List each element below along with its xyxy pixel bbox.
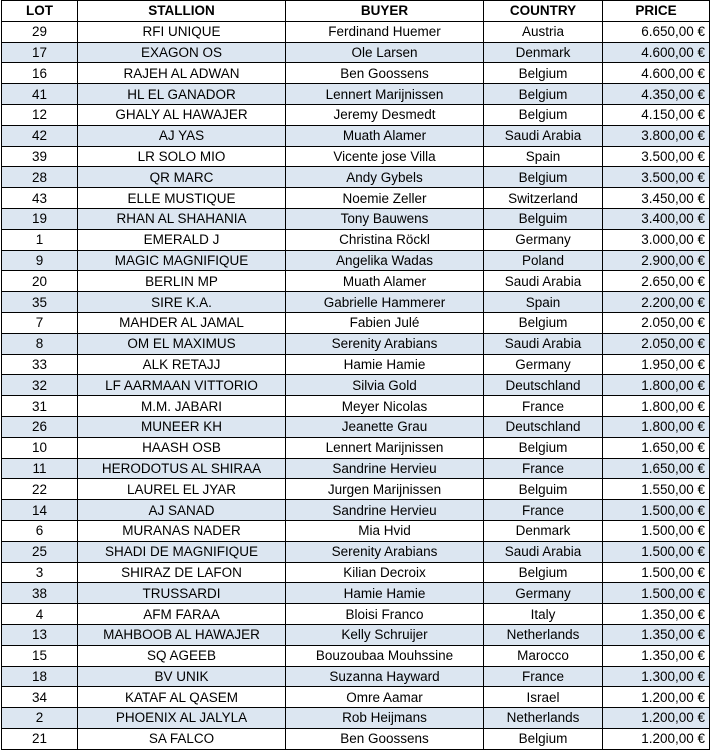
price-cell: 1.200,00 € xyxy=(603,728,710,749)
price-cell: 1.500,00 € xyxy=(603,520,710,541)
country-cell: Spain xyxy=(484,146,603,167)
country-cell: France xyxy=(484,500,603,521)
lot-cell: 20 xyxy=(2,271,78,292)
stallion-cell: QR MARC xyxy=(78,167,286,188)
country-cell: Saudi Arabia xyxy=(484,541,603,562)
price-cell: 1.500,00 € xyxy=(603,500,710,521)
stallion-cell: LF AARMAAN VITTORIO xyxy=(78,375,286,396)
lot-cell: 41 xyxy=(2,84,78,105)
lot-cell: 16 xyxy=(2,63,78,84)
country-cell: Marocco xyxy=(484,645,603,666)
stallion-cell: AFM FARAA xyxy=(78,604,286,625)
price-cell: 4.600,00 € xyxy=(603,42,710,63)
buyer-cell: Suzanna Hayward xyxy=(286,666,484,687)
buyer-cell: Kelly Schruijer xyxy=(286,624,484,645)
table-row xyxy=(2,146,710,167)
lot-cell: 2 xyxy=(2,708,78,729)
table-row xyxy=(2,728,710,749)
table-row xyxy=(2,208,710,229)
lot-cell: 19 xyxy=(2,208,78,229)
country-cell: Germany xyxy=(484,354,603,375)
buyer-cell: Serenity Arabians xyxy=(286,541,484,562)
price-cell: 1.950,00 € xyxy=(603,354,710,375)
lot-cell: 8 xyxy=(2,333,78,354)
country-cell: Poland xyxy=(484,250,603,271)
stallion-cell: AJ SANAD xyxy=(78,500,286,521)
lot-cell: 28 xyxy=(2,167,78,188)
table-row xyxy=(2,562,710,583)
country-cell: Denmark xyxy=(484,42,603,63)
country-cell: Belgium xyxy=(484,728,603,749)
price-cell: 1.800,00 € xyxy=(603,396,710,417)
stallion-cell: TRUSSARDI xyxy=(78,583,286,604)
country-cell: Belgium xyxy=(484,63,603,84)
price-cell: 3.500,00 € xyxy=(603,146,710,167)
price-cell: 1.500,00 € xyxy=(603,583,710,604)
stallion-cell: SA FALCO xyxy=(78,728,286,749)
price-cell: 6.650,00 € xyxy=(603,21,710,42)
country-cell: Netherlands xyxy=(484,708,603,729)
country-cell: Israel xyxy=(484,687,603,708)
price-cell: 4.350,00 € xyxy=(603,84,710,105)
lot-cell: 25 xyxy=(2,541,78,562)
price-cell: 1.350,00 € xyxy=(603,624,710,645)
buyer-cell: Jeremy Desmedt xyxy=(286,104,484,125)
price-cell: 2.900,00 € xyxy=(603,250,710,271)
buyer-cell: Serenity Arabians xyxy=(286,333,484,354)
lot-cell: 18 xyxy=(2,666,78,687)
table-row xyxy=(2,188,710,209)
country-cell: France xyxy=(484,396,603,417)
buyer-cell: Ole Larsen xyxy=(286,42,484,63)
price-cell: 2.650,00 € xyxy=(603,271,710,292)
table-row xyxy=(2,63,710,84)
stallion-cell: MURANAS NADER xyxy=(78,520,286,541)
auction-results-table xyxy=(1,0,710,750)
country-cell: France xyxy=(484,458,603,479)
lot-cell: 11 xyxy=(2,458,78,479)
stallion-cell: SHIRAZ DE LAFON xyxy=(78,562,286,583)
price-cell: 2.050,00 € xyxy=(603,333,710,354)
buyer-cell: Rob Heijmans xyxy=(286,708,484,729)
stallion-cell: SIRE K.A. xyxy=(78,292,286,313)
buyer-cell: Tony Bauwens xyxy=(286,208,484,229)
buyer-cell: Meyer Nicolas xyxy=(286,396,484,417)
country-cell: Germany xyxy=(484,229,603,250)
country-cell: Belgium xyxy=(484,312,603,333)
price-cell: 1.500,00 € xyxy=(603,541,710,562)
price-cell: 2.200,00 € xyxy=(603,292,710,313)
buyer-cell: Ferdinand Huemer xyxy=(286,21,484,42)
buyer-cell: Noemie Zeller xyxy=(286,188,484,209)
lot-cell: 35 xyxy=(2,292,78,313)
buyer-cell: Bloisi Franco xyxy=(286,604,484,625)
stallion-cell: MAGIC MAGNIFIQUE xyxy=(78,250,286,271)
lot-cell: 10 xyxy=(2,437,78,458)
table-row xyxy=(2,21,710,42)
table-row xyxy=(2,229,710,250)
table-row xyxy=(2,104,710,125)
stallion-cell: SQ AGEEB xyxy=(78,645,286,666)
buyer-cell: Ben Goossens xyxy=(286,63,484,84)
buyer-cell: Omre Aamar xyxy=(286,687,484,708)
table-row xyxy=(2,458,710,479)
buyer-cell: Vicente jose Villa xyxy=(286,146,484,167)
stallion-cell: LAUREL EL JYAR xyxy=(78,479,286,500)
price-cell: 4.600,00 € xyxy=(603,63,710,84)
lot-cell: 9 xyxy=(2,250,78,271)
stallion-cell: ALK RETAJJ xyxy=(78,354,286,375)
lot-cell: 31 xyxy=(2,396,78,417)
price-cell: 1.650,00 € xyxy=(603,437,710,458)
table-row xyxy=(2,520,710,541)
price-cell: 3.500,00 € xyxy=(603,167,710,188)
table-row xyxy=(2,375,710,396)
price-cell: 2.050,00 € xyxy=(603,312,710,333)
stallion-cell: MAHDER AL JAMAL xyxy=(78,312,286,333)
stallion-cell: HAASH OSB xyxy=(78,437,286,458)
lot-cell: 32 xyxy=(2,375,78,396)
country-cell: Belgium xyxy=(484,562,603,583)
price-cell: 1.500,00 € xyxy=(603,562,710,583)
buyer-cell: Sandrine Hervieu xyxy=(286,458,484,479)
buyer-cell: Fabien Julé xyxy=(286,312,484,333)
column-header-country: COUNTRY xyxy=(484,1,603,22)
lot-cell: 3 xyxy=(2,562,78,583)
lot-cell: 14 xyxy=(2,500,78,521)
table-row xyxy=(2,604,710,625)
table-row xyxy=(2,624,710,645)
table-row xyxy=(2,250,710,271)
table-row xyxy=(2,583,710,604)
price-cell: 1.350,00 € xyxy=(603,645,710,666)
stallion-cell: PHOENIX AL JALYLA xyxy=(78,708,286,729)
lot-cell: 22 xyxy=(2,479,78,500)
price-cell: 3.450,00 € xyxy=(603,188,710,209)
buyer-cell: Mia Hvid xyxy=(286,520,484,541)
table-row xyxy=(2,42,710,63)
column-header-stallion: STALLION xyxy=(78,1,286,22)
stallion-cell: BV UNIK xyxy=(78,666,286,687)
lot-cell: 7 xyxy=(2,312,78,333)
buyer-cell: Silvia Gold xyxy=(286,375,484,396)
buyer-cell: Sandrine Hervieu xyxy=(286,500,484,521)
stallion-cell: RAJEH AL ADWAN xyxy=(78,63,286,84)
lot-cell: 34 xyxy=(2,687,78,708)
country-cell: Saudi Arabia xyxy=(484,271,603,292)
column-header-price: PRICE xyxy=(603,1,710,22)
table-row xyxy=(2,500,710,521)
column-header-buyer: BUYER xyxy=(286,1,484,22)
price-cell: 1.350,00 € xyxy=(603,604,710,625)
country-cell: Belgium xyxy=(484,437,603,458)
buyer-cell: Jeanette Grau xyxy=(286,416,484,437)
lot-cell: 38 xyxy=(2,583,78,604)
stallion-cell: LR SOLO MIO xyxy=(78,146,286,167)
stallion-cell: SHADI DE MAGNIFIQUE xyxy=(78,541,286,562)
buyer-cell: Andy Gybels xyxy=(286,167,484,188)
buyer-cell: Jurgen Marijnissen xyxy=(286,479,484,500)
country-cell: Belguim xyxy=(484,479,603,500)
buyer-cell: Lennert Marijnissen xyxy=(286,84,484,105)
table-row xyxy=(2,271,710,292)
price-cell: 1.800,00 € xyxy=(603,416,710,437)
price-cell: 3.400,00 € xyxy=(603,208,710,229)
table-header xyxy=(2,1,710,22)
buyer-cell: Lennert Marijnissen xyxy=(286,437,484,458)
lot-cell: 1 xyxy=(2,229,78,250)
table-row xyxy=(2,84,710,105)
table-row xyxy=(2,541,710,562)
table-row xyxy=(2,645,710,666)
table-row xyxy=(2,312,710,333)
stallion-cell: HERODOTUS AL SHIRAA xyxy=(78,458,286,479)
country-cell: Saudi Arabia xyxy=(484,125,603,146)
lot-cell: 42 xyxy=(2,125,78,146)
lot-cell: 39 xyxy=(2,146,78,167)
table-row xyxy=(2,708,710,729)
price-cell: 1.550,00 € xyxy=(603,479,710,500)
table-row xyxy=(2,666,710,687)
stallion-cell: M.M. JABARI xyxy=(78,396,286,417)
lot-cell: 43 xyxy=(2,188,78,209)
price-cell: 3.000,00 € xyxy=(603,229,710,250)
buyer-cell: Hamie Hamie xyxy=(286,354,484,375)
lot-cell: 21 xyxy=(2,728,78,749)
country-cell: Netherlands xyxy=(484,624,603,645)
table-row xyxy=(2,416,710,437)
column-header-lot: LOT xyxy=(2,1,78,22)
stallion-cell: MUNEER KH xyxy=(78,416,286,437)
table-row xyxy=(2,167,710,188)
country-cell: Italy xyxy=(484,604,603,625)
table-row xyxy=(2,479,710,500)
stallion-cell: EXAGON OS xyxy=(78,42,286,63)
buyer-cell: Christina Röckl xyxy=(286,229,484,250)
country-cell: Deutschland xyxy=(484,375,603,396)
buyer-cell: Ben Goossens xyxy=(286,728,484,749)
stallion-cell: RFI UNIQUE xyxy=(78,21,286,42)
stallion-cell: ELLE MUSTIQUE xyxy=(78,188,286,209)
country-cell: Belgium xyxy=(484,84,603,105)
stallion-cell: BERLIN MP xyxy=(78,271,286,292)
lot-cell: 4 xyxy=(2,604,78,625)
stallion-cell: HL EL GANADOR xyxy=(78,84,286,105)
price-cell: 3.800,00 € xyxy=(603,125,710,146)
country-cell: Switzerland xyxy=(484,188,603,209)
price-cell: 1.200,00 € xyxy=(603,687,710,708)
buyer-cell: Muath Alamer xyxy=(286,125,484,146)
country-cell: Germany xyxy=(484,583,603,604)
buyer-cell: Hamie Hamie xyxy=(286,583,484,604)
stallion-cell: MAHBOOB AL HAWAJER xyxy=(78,624,286,645)
stallion-cell: GHALY AL HAWAJER xyxy=(78,104,286,125)
country-cell: Denmark xyxy=(484,520,603,541)
header-row xyxy=(2,1,710,22)
country-cell: Spain xyxy=(484,292,603,313)
lot-cell: 6 xyxy=(2,520,78,541)
lot-cell: 13 xyxy=(2,624,78,645)
country-cell: France xyxy=(484,666,603,687)
country-cell: Belgium xyxy=(484,104,603,125)
table-row xyxy=(2,687,710,708)
country-cell: Austria xyxy=(484,21,603,42)
lot-cell: 33 xyxy=(2,354,78,375)
lot-cell: 26 xyxy=(2,416,78,437)
lot-cell: 29 xyxy=(2,21,78,42)
price-cell: 1.800,00 € xyxy=(603,375,710,396)
buyer-cell: Kilian Decroix xyxy=(286,562,484,583)
buyer-cell: Muath Alamer xyxy=(286,271,484,292)
table-row xyxy=(2,333,710,354)
buyer-cell: Bouzoubaa Mouhssine xyxy=(286,645,484,666)
price-cell: 1.300,00 € xyxy=(603,666,710,687)
table-body xyxy=(2,21,710,749)
price-cell: 1.650,00 € xyxy=(603,458,710,479)
stallion-cell: OM EL MAXIMUS xyxy=(78,333,286,354)
price-cell: 4.150,00 € xyxy=(603,104,710,125)
table-row xyxy=(2,354,710,375)
buyer-cell: Gabrielle Hammerer xyxy=(286,292,484,313)
table-row xyxy=(2,125,710,146)
country-cell: Deutschland xyxy=(484,416,603,437)
table-row xyxy=(2,292,710,313)
country-cell: Saudi Arabia xyxy=(484,333,603,354)
lot-cell: 17 xyxy=(2,42,78,63)
stallion-cell: EMERALD J xyxy=(78,229,286,250)
table-row xyxy=(2,437,710,458)
stallion-cell: AJ YAS xyxy=(78,125,286,146)
stallion-cell: RHAN AL SHAHANIA xyxy=(78,208,286,229)
stallion-cell: KATAF AL QASEM xyxy=(78,687,286,708)
price-cell: 1.200,00 € xyxy=(603,708,710,729)
country-cell: Belgium xyxy=(484,167,603,188)
buyer-cell: Angelika Wadas xyxy=(286,250,484,271)
lot-cell: 12 xyxy=(2,104,78,125)
country-cell: Belguim xyxy=(484,208,603,229)
table-row xyxy=(2,396,710,417)
lot-cell: 15 xyxy=(2,645,78,666)
